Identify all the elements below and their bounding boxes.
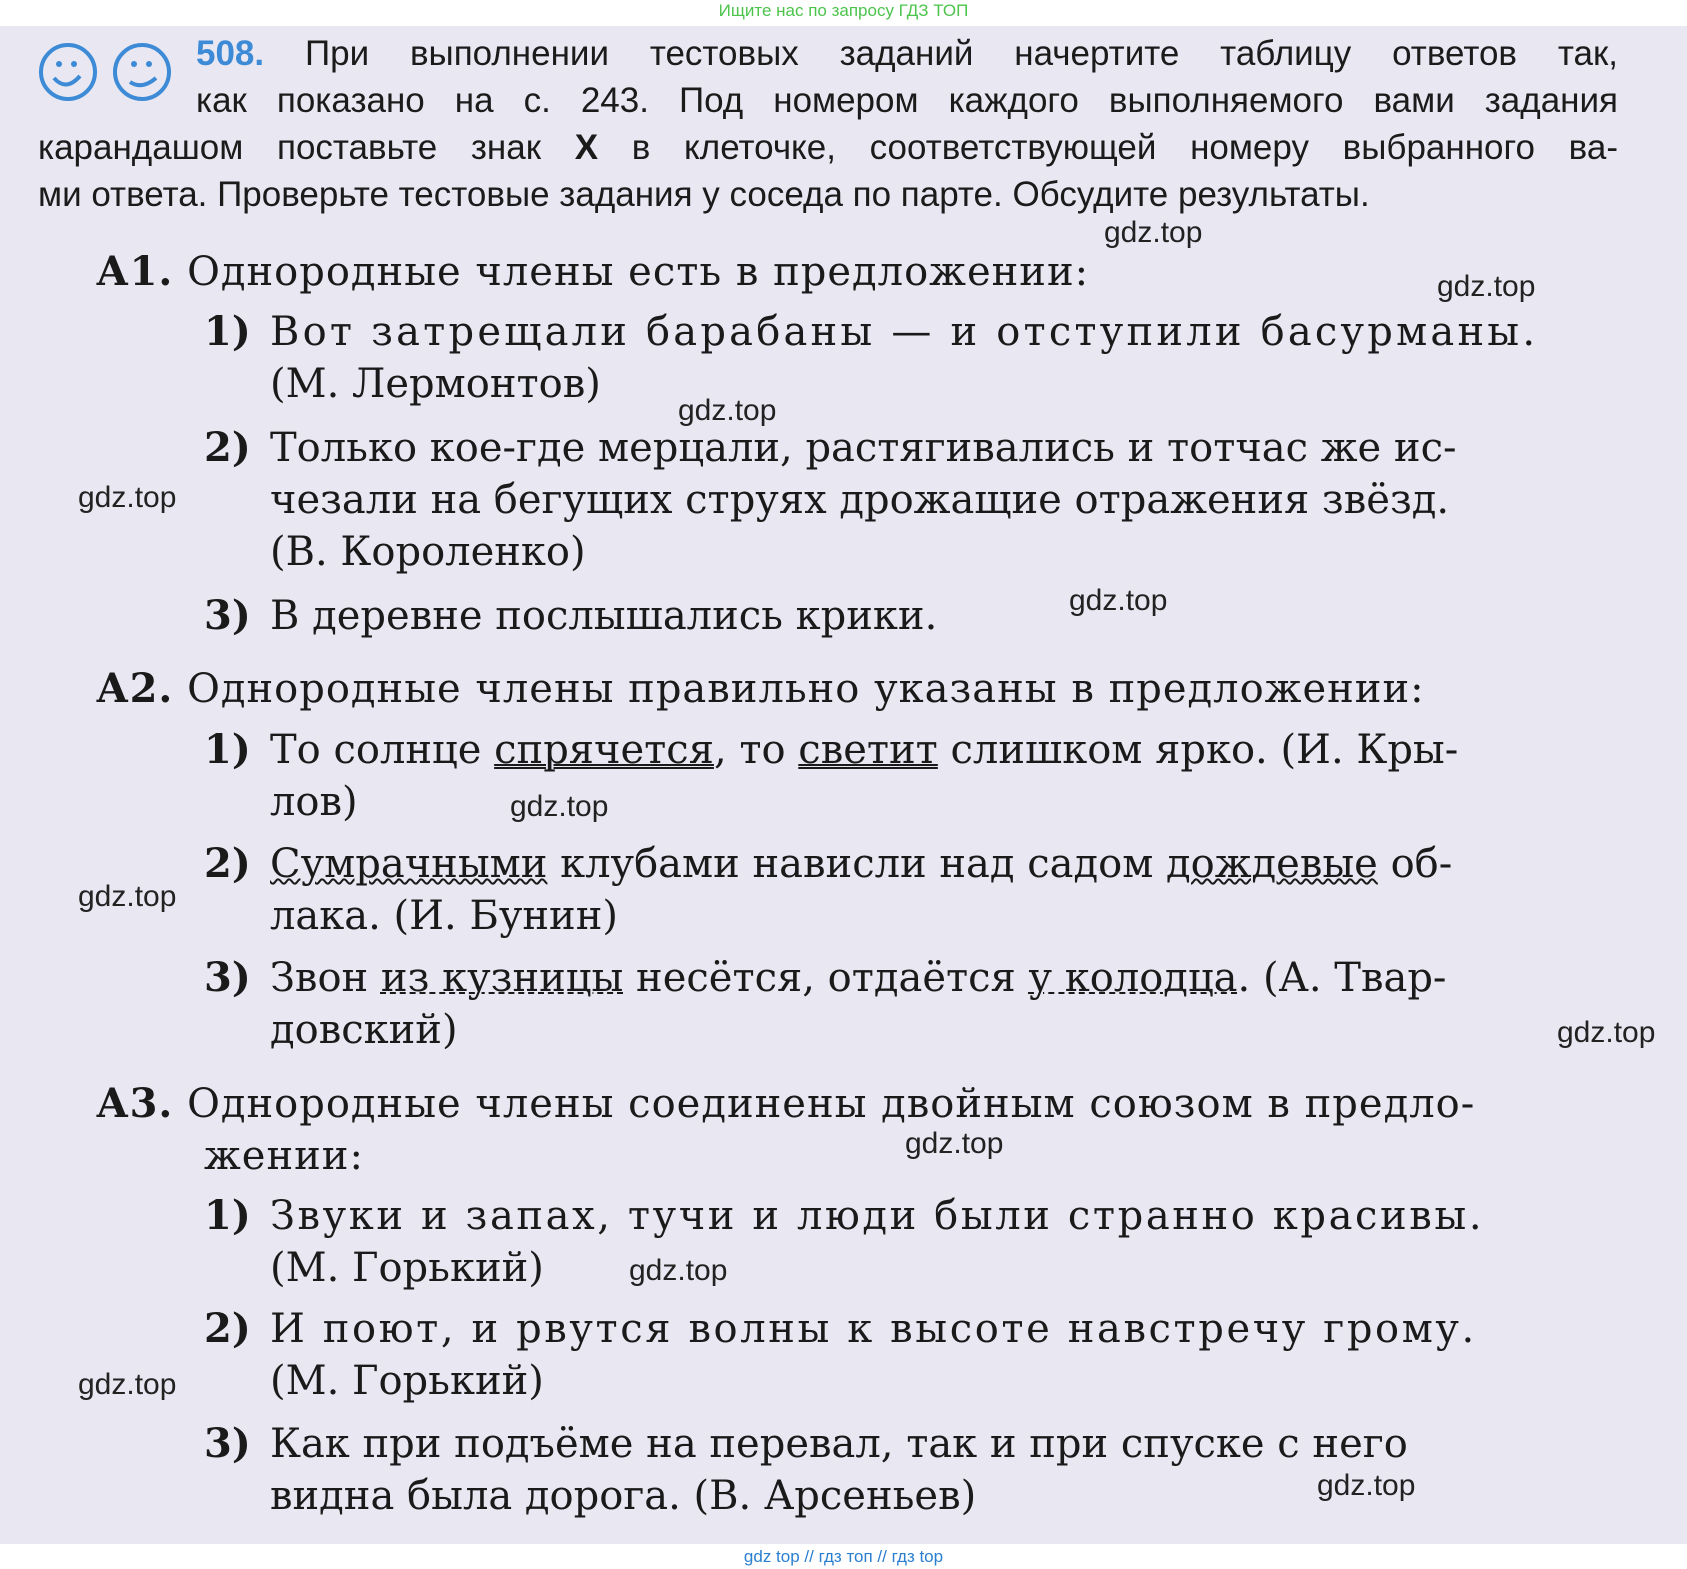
watermark: gdz.top [78,481,177,514]
intro-line-3: карандашом поставьте знак X в клеточке, соответствующей номеру выбранного ва- [38,128,1618,167]
x-mark: X [574,128,599,167]
question-label: А3. [96,1080,174,1127]
a2-option-2: 2) Сумрачными клубами нависли над садом дождевые об- лака. (И. Бунин) [204,840,1453,939]
underlined-adverbial: у колодца [1028,955,1238,1001]
intro-line-2: как показано на с. 243. Под номером каждого выполняемого вами задания [196,81,1618,120]
a3-option-1: 1) Звуки и запах, тучи и люди были странно красивы. (М. Горький) [204,1192,1485,1291]
a2-option-3: 3) Звон из кузницы несётся, отдаётся у колодца. (А. Твар- довский) [204,954,1447,1053]
watermark: gdz.top [678,394,777,427]
question-label: А2. [96,665,174,712]
a1-option-3: 3) В деревне послышались крики. [204,592,938,639]
underlined-predicate: спрячется [494,727,714,773]
a1-option-2: 2) Только кое-где мерцали, растягивались и тотчас же ис- чезали на бегущих струях дрожащие отражения звёзд. (В. Короленко) [204,424,1457,575]
underlined-adverbial: из кузницы [380,955,624,1001]
bottom-banner: gdz top // гдз топ // гдз top [743,1547,944,1566]
watermark: gdz.top [78,880,177,913]
a3-option-2: 2) И поют, и рвутся волны к высоте навстречу грому. (М. Горький) [204,1305,1477,1404]
watermark: gdz.top [510,790,609,823]
question-text: Однородные члены соединены двойным союзом в предло- [187,1081,1476,1127]
underlined-modifier: Сумрачными [270,841,548,887]
intro-line-1: 508. При выполнении тестовых заданий начертите таблицу ответов так, [196,34,1618,73]
task-number: 508. [196,34,265,73]
question-text: Однородные члены есть в предложении: [187,249,1090,295]
watermark: gdz.top [629,1254,728,1287]
watermark: gdz.top [1557,1016,1656,1049]
intro-line-4: ми ответа. Проверьте тестовые задания у соседа по парте. Обсудите результаты. [38,175,1370,214]
watermark: gdz.top [1317,1469,1416,1502]
question-text: Однородные члены правильно указаны в предложении: [187,666,1425,712]
question-a2 [96,663,1425,715]
watermark: gdz.top [1437,270,1536,303]
a2-option-1: 1) То солнце спрячется, то светит слишком ярко. (И. Кры- лов) [204,726,1459,825]
question-a1 [96,246,1089,298]
underlined-modifier: дождевые [1166,841,1378,887]
watermark: gdz.top [1104,216,1203,249]
underlined-predicate: светит [798,727,938,773]
watermark: gdz.top [1069,584,1168,617]
task-intro [38,30,1618,218]
watermark: gdz.top [905,1127,1004,1160]
a3-option-3: 3) Как при подъёме на перевал, так и при спуске с него видна была дорога. (В. Арсеньев) [204,1420,1408,1519]
top-banner: Ищите нас по запросу ГДЗ ТОП [718,1,969,20]
question-label: А1. [96,248,174,295]
question-a3: А3. Однородные члены соединены двойным союзом в предло- жении: [96,1080,1476,1179]
watermark: gdz.top [78,1368,177,1401]
a1-option-1: 1) Вот затрещали барабаны — и отступили басурманы. (М. Лермонтов) [204,308,1539,407]
